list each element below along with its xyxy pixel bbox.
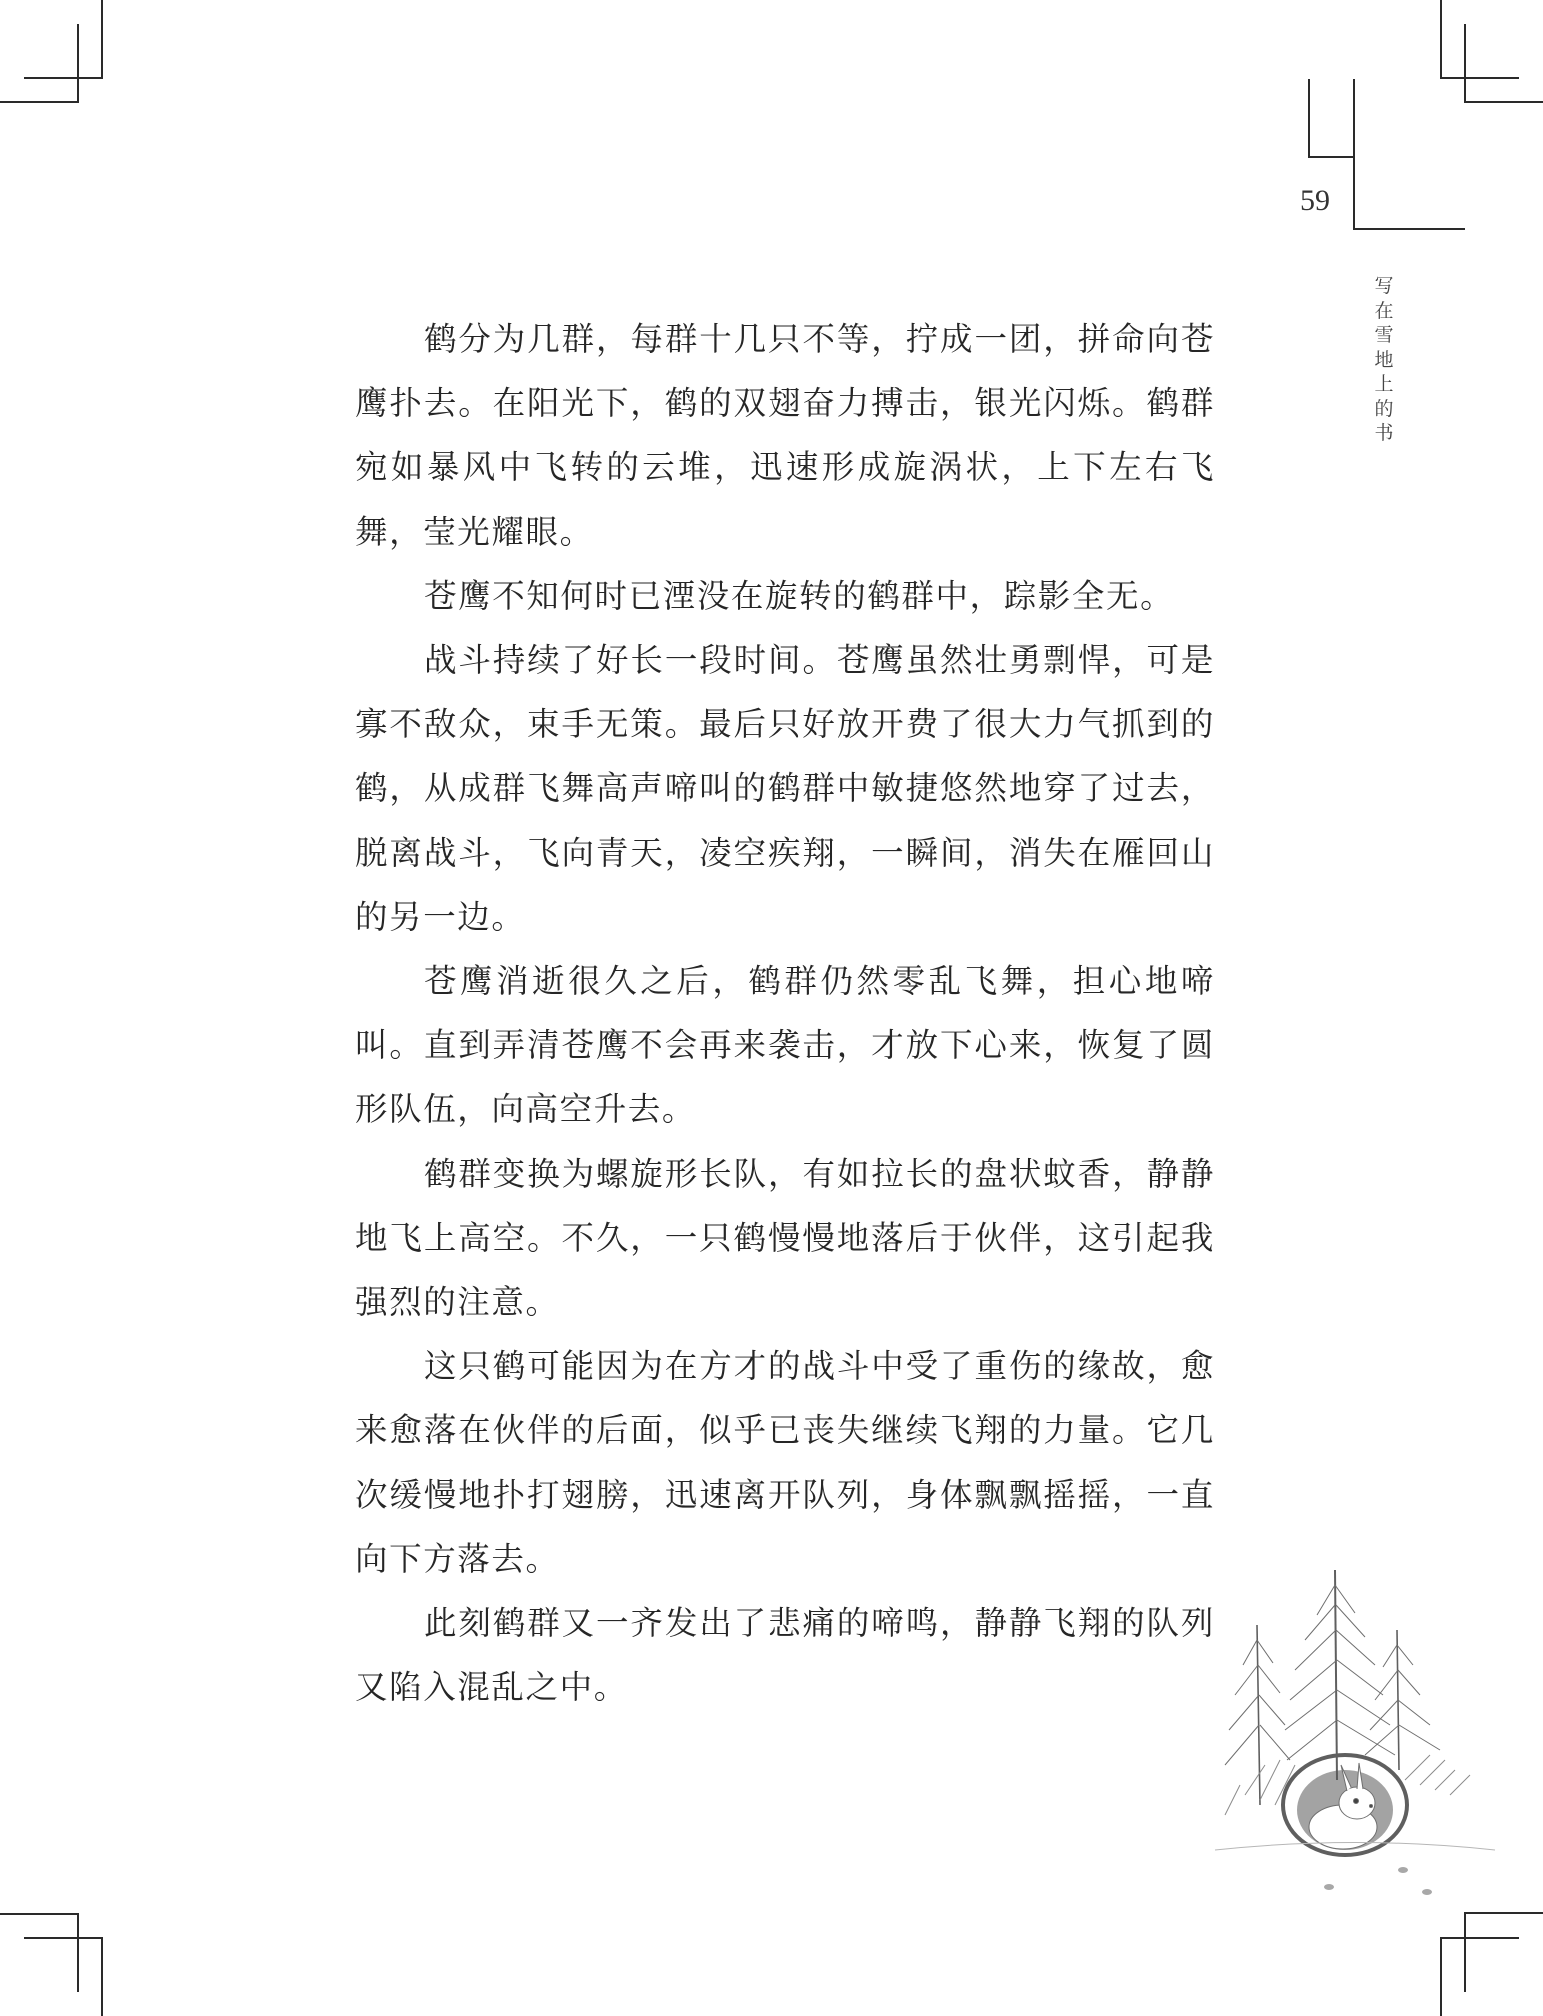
running-title-char: 雪 (1374, 324, 1394, 346)
running-title-char: 在 (1374, 299, 1394, 322)
paragraph (355, 307, 1215, 564)
body-text (355, 307, 1215, 1719)
running-title-char: 写 (1374, 275, 1394, 297)
running-title (1372, 274, 1396, 446)
text-line: 此刻鹤群又一齐发出了悲痛的啼鸣，静静飞翔的队列 (424, 1604, 1215, 1643)
text-line: 宛如暴风中飞转的云堆，迅速形成旋涡状，上下左右飞舞， (355, 448, 1215, 551)
text-line: 寡不敌众，束手无策。最后只好放开费了很大力气抓到的鹤， (355, 705, 1215, 808)
text-line: 鹤群变换为螺旋形长队，有如拉长的盘状蚊香，静静 (424, 1154, 1215, 1193)
paragraph (355, 1591, 1215, 1719)
paragraph (355, 628, 1215, 949)
text-line: 次缓慢地扑打翅膀，迅速离开队列，身体飘飘摇摇，一直 (355, 1475, 1215, 1514)
text-line: 战斗，飞向青天，凌空疾翔，一瞬间，消失在雁回山的另 (355, 833, 1215, 936)
text-line: 强烈的注意。 (355, 1283, 560, 1322)
paragraph (355, 564, 1215, 628)
text-line: 战斗持续了好长一段时间。苍鹰虽然壮勇剽悍，可是 (424, 641, 1215, 680)
paragraph (355, 949, 1215, 1142)
text-line: 一边。 (423, 897, 526, 936)
text-line: 直到弄清苍鹰不会再来袭击，才放下心来，恢复了圆形队伍， (355, 1026, 1215, 1129)
paragraph (355, 1142, 1215, 1335)
text-line: 苍鹰不知何时已湮没在旋转的鹤群中，踪影全无。 (424, 576, 1175, 615)
paragraph (355, 1334, 1215, 1591)
text-line: 来愈落在伙伴的后面，似乎已丧失继续飞翔的力量。它几 (355, 1411, 1215, 1450)
running-title-char: 的 (1374, 397, 1394, 420)
text-line: 鹤分为几群，每群十几只不等，拧成一团，拼命向苍 (424, 320, 1215, 358)
running-title-char: 上 (1374, 373, 1394, 395)
text-line: 又陷入混乱之中。 (355, 1668, 628, 1707)
page-number: 59 (1300, 184, 1330, 217)
text-line: 从成群飞舞高声啼叫的鹤群中敏捷悠然地穿了过去，脱离 (355, 769, 1215, 872)
running-title-char: 地 (1374, 348, 1394, 371)
running-title-char: 书 (1374, 422, 1394, 444)
text-line: 向高空升去。 (491, 1090, 697, 1129)
text-line: 苍鹰消逝很久之后，鹤群仍然零乱飞舞，担心地啼叫。 (355, 962, 1215, 1065)
text-line: 莹光耀眼。 (423, 512, 594, 551)
text-line: 向下方落去。 (355, 1539, 560, 1578)
text-line: 鹰扑去。在阳光下，鹤的双翅奋力搏击，银光闪烁。鹤群 (355, 384, 1215, 423)
text-line: 这只鹤可能因为在方才的战斗中受了重伤的缘故，愈 (424, 1347, 1215, 1386)
text-line: 地飞上高空。不久，一只鹤慢慢地落后于伙伴，这引起我 (355, 1218, 1215, 1257)
rabbit-illustration (1205, 1565, 1505, 1895)
